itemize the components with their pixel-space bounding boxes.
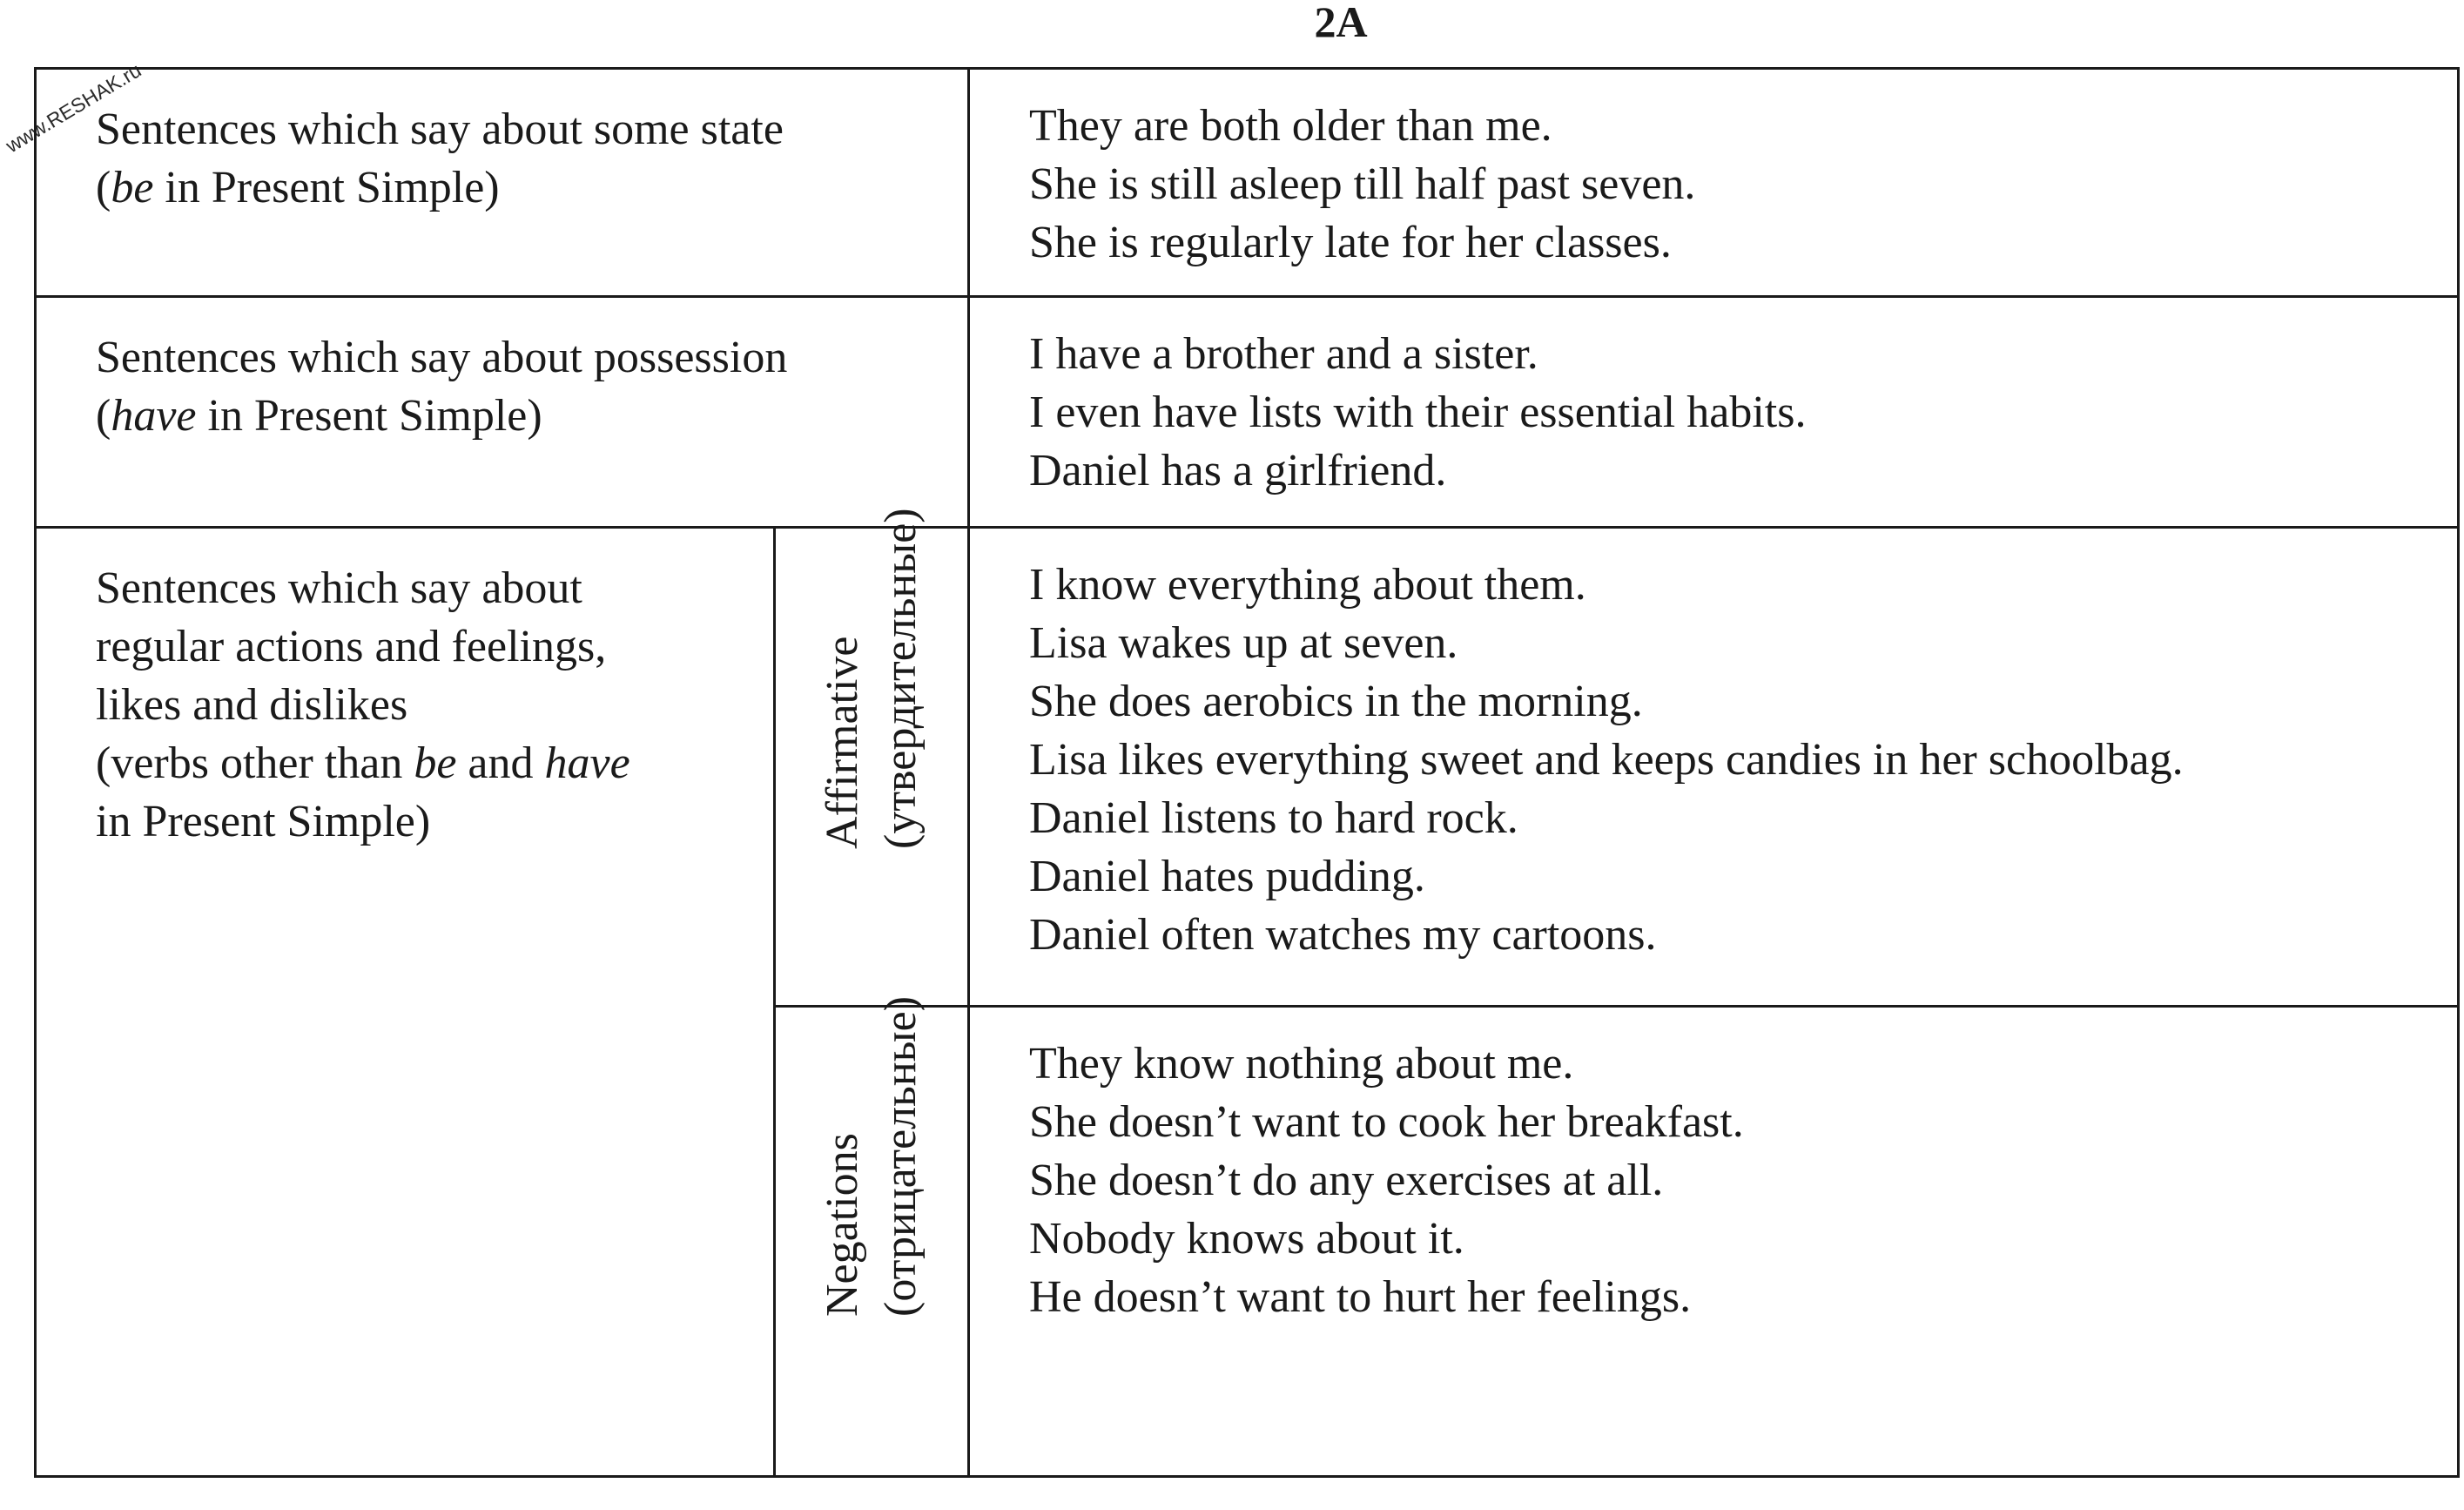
examples-cell-affirmative bbox=[969, 528, 2459, 1007]
example-sentence: She is still asleep till half past seven. bbox=[1029, 159, 1696, 209]
affirmative-label-cell bbox=[775, 508, 969, 1007]
example-sentence: Daniel has a girlfriend. bbox=[1029, 446, 1447, 495]
example-sentence: I have a brother and a sister. bbox=[1029, 329, 1538, 379]
example-sentence: I know everything about them. bbox=[1029, 560, 1586, 610]
table-row-affirmative bbox=[36, 528, 2459, 1007]
category-cell-state bbox=[36, 69, 969, 297]
watermark: www.RESHAK.ru bbox=[2, 58, 145, 158]
example-sentence: Nobody knows about it. bbox=[1029, 1214, 1464, 1264]
table-row-possession bbox=[36, 297, 2459, 528]
example-sentence: She doesn’t want to cook her breakfast. bbox=[1029, 1097, 1744, 1147]
category-cell-regular bbox=[36, 528, 775, 1477]
category-line: Sentences which say about bbox=[96, 563, 582, 613]
table-row-state bbox=[36, 69, 2459, 297]
example-sentence: She is regularly late for her classes. bbox=[1029, 218, 1672, 267]
negations-label bbox=[813, 996, 930, 1317]
example-sentence: She does aerobics in the morning. bbox=[1029, 677, 1643, 726]
affirmative-label bbox=[813, 508, 930, 849]
example-sentence: I even have lists with their essential habits. bbox=[1029, 388, 1807, 437]
example-sentence: They know nothing about me. bbox=[1029, 1039, 1574, 1089]
category-line: regular actions and feelings, bbox=[96, 622, 607, 671]
category-line: in Present Simple) bbox=[96, 797, 431, 846]
category-line: Sentences which say about possession bbox=[96, 333, 788, 382]
present-simple-table bbox=[34, 67, 2460, 1478]
examples-cell-possession bbox=[969, 297, 2459, 528]
label-ru: (отрицательные) bbox=[876, 995, 926, 1317]
example-sentence: Daniel listens to hard rock. bbox=[1029, 793, 1518, 843]
label-en: Negations bbox=[818, 1133, 867, 1317]
example-sentence: He doesn’t want to hurt her feelings. bbox=[1029, 1272, 1692, 1322]
category-line: (be in Present Simple) bbox=[96, 163, 500, 212]
example-sentence: Daniel hates pudding. bbox=[1029, 852, 1425, 901]
category-line: likes and dislikes bbox=[96, 680, 408, 730]
category-cell-possession bbox=[36, 297, 969, 528]
negations-label-cell bbox=[775, 995, 969, 1477]
label-ru: (утвердительные) bbox=[876, 508, 926, 849]
example-sentence: Daniel often watches my cartoons. bbox=[1029, 910, 1657, 960]
example-sentence: They are both older than me. bbox=[1029, 101, 1552, 151]
page-title: 2A bbox=[1314, 0, 1368, 46]
example-sentence: Lisa wakes up at seven. bbox=[1029, 618, 1458, 668]
label-en: Affirmative bbox=[818, 636, 867, 849]
examples-cell-state bbox=[969, 69, 2459, 297]
category-line: (have in Present Simple) bbox=[96, 391, 542, 441]
category-line: Sentences which say about some state bbox=[96, 104, 784, 154]
examples-cell-negations bbox=[969, 1007, 2459, 1477]
example-sentence: She doesn’t do any exercises at all. bbox=[1029, 1156, 1664, 1205]
category-line: (verbs other than be and have bbox=[96, 738, 630, 788]
example-sentence: Lisa likes everything sweet and keeps candies in her schoolbag. bbox=[1029, 735, 2184, 785]
